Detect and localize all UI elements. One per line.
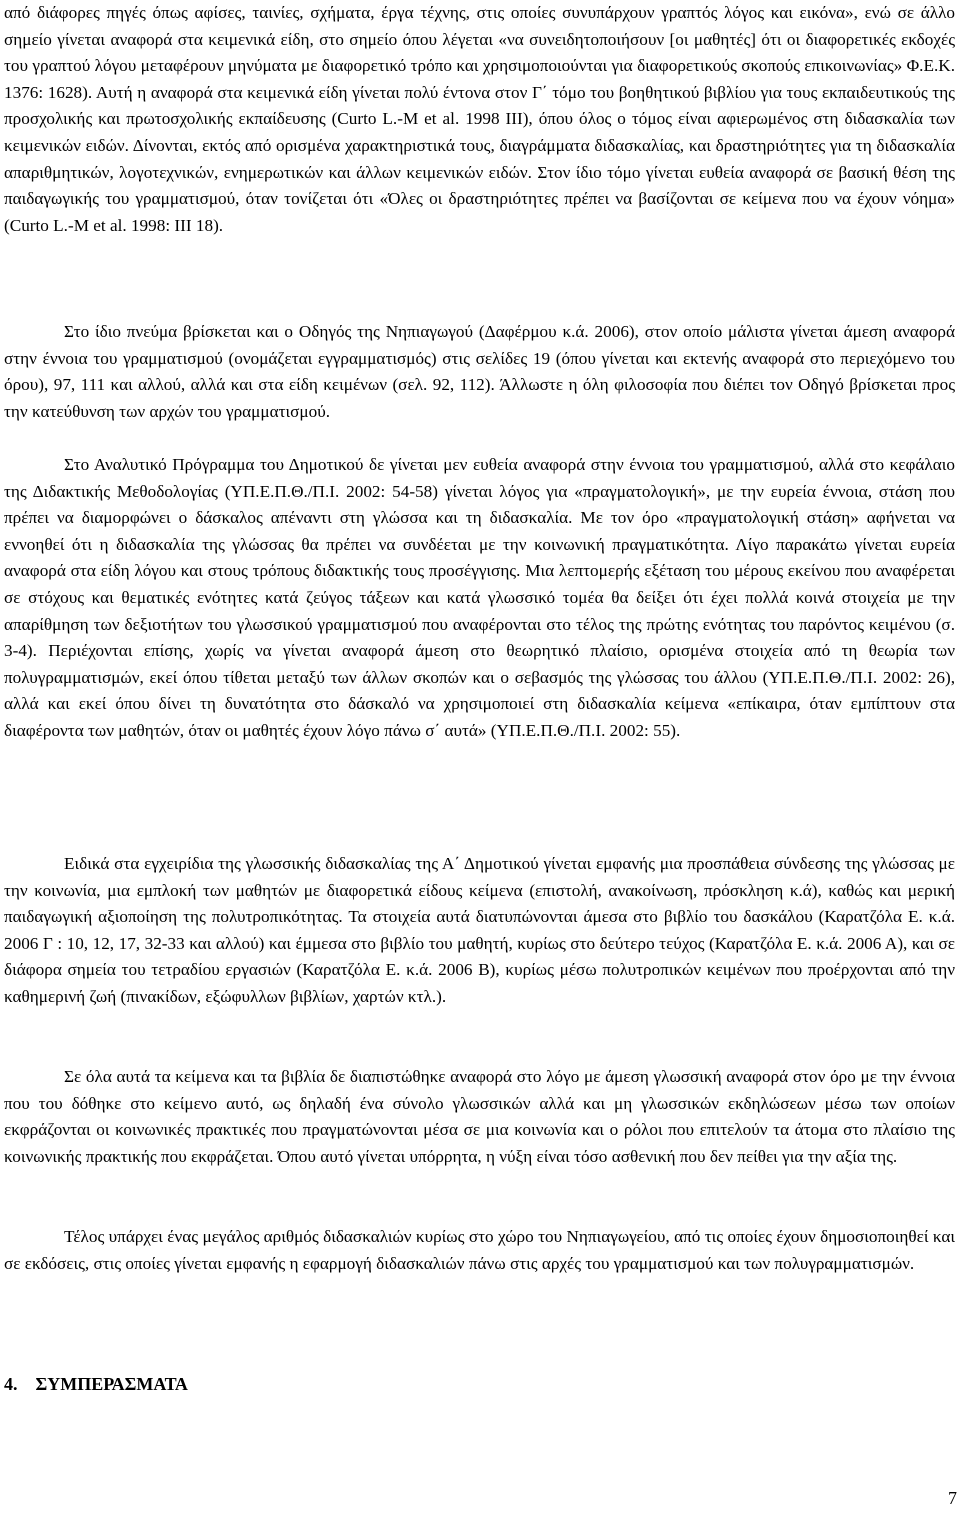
paragraph-dimotikou-curriculum: Στο Αναλυτικό Πρόγραμμα του Δημοτικού δε γίνεται μεν ευθεία αναφορά στην έννοια του γραμματισμού, αλλά στο κεφάλαιο της Διδακτικής Μεθοδολογίας (ΥΠ.Ε.Π.Θ./Π.Ι. 2002: 54-58) γίνεται λόγος για «πραγματολογική», με την ευρεία έννοια, στάση που πρέπει να διαμορφώνει ο δάσκαλος απέναντι στη γλώσσα και τη διδασκαλία. Με τον όρο «πραγματολογική στάση» αφήνεται να εννοηθεί ότι η διδασκαλία της γλώσσας θα πρέπει να συνδέεται με την κοινωνική πραγματικότητα. Λίγο παρακάτω γίνεται ευρεία αναφορά στα είδη λόγου και στους τρόπους διδακτικής τους προσέγγισης. Μια λεπτομερής εξέταση του μέρους εκείνου που αναφέρεται σε στόχους και θεματικές ενότητες κατά ζεύγος τάξεων και κατά γλωσσικό τομέα θα δείξει ότι έχει πολλά κοινά στοιχεία με την απαρίθμηση των δεξιοτήτων του γλωσσικού γραμματισμού που αναφέρονται στο τέλος της πρώτης ενότητας του παρόντος κειμένου (σ. 3-4). Περιέχονται επίσης, χωρίς να γίνεται αναφορά άμεση στο θεωρητικό πλαίσιο, ορισμένα στοιχεία από τη θεωρία των πολυγραμματισμών, εκεί όπου τίθεται μεταξύ των άλλων σκοπών και ο σεβασμός της γλώσσας του άλλου (ΥΠ.Ε.Π.Θ./Π.Ι. 2002: 26), αλλά και εκεί όπου δίνει τη δυνατότητα στο δάσκαλό να χρησιμοποιεί στη διδασκαλία κείμενα «επίκαιρα, όταν εμπίπτουν στα διαφέροντα των μαθητών, όταν οι μαθητές έχουν λόγο πάνω σ΄ αυτά» (ΥΠ.Ε.Π.Θ./Π.Ι. 2002: 55). <box>4 455 955 740</box>
section-heading: 4. ΣΥΜΠΕΡΑΣΜΑΤΑ <box>4 1374 188 1394</box>
paragraph-a-dimotikou-textbooks: Ειδικά στα εγχειρίδια της γλωσσικής διδασκαλίας της Α΄ Δημοτικού γίνεται εμφανής μια προσπάθεια σύνδεσης της γλώσσας με την κοινωνία, μια εμπλοκή των μαθητών με διαφορετικά είδους κείμενα (επιστολή, ανακοίνωση, πρόσκληση κ.ά), καθώς και μερική παιδαγωγική αξιοποίηση της πολυτροπικότητας. Τα στοιχεία αυτά διατυπώνονται άμεσα στο βιβλίο του δασκάλου (Καρατζόλα Ε. κ.ά. 2006 Γ : 10, 12, 17, 32-33 και αλλού) και έμμεσα στο βιβλίο του μαθητή, κυρίως στο δεύτερο τεύχος (Καρατζόλα Ε. κ.ά. 2006 Α), και σε διάφορα σημεία του τετραδίου εργασιών (Καρατζόλα Ε. κ.ά. 2006 Β), κυρίως μέσω πολυτροπικών κειμένων που προέρχονται από την καθημερινή ζωή (πινακίδων, εξώφυλλων βιβλίων, χαρτών κτλ.). <box>4 854 955 1006</box>
paragraph-continuation: από διάφορες πηγές όπως αφίσες, ταινίες, σχήματα, έργα τέχνης, στις οποίες συνυπάρχουν γραπτός λόγος και εικόνα», ενώ σε άλλο σημείο γίνεται αναφορά στα κειμενικά είδη, στο σημείο όπου λέγεται «να συνειδητοποιήσουν [οι μαθητές] ότι οι διαφορετικές εκδοχές του γραπτού λόγου μεταφέρουν μηνύματα με διαφορετικό τρόπο και χρησιμοποιούνται για διαφορετικούς σκοπούς επικοινωνίας» Φ.Ε.Κ. 1376: 1628). Αυτή η αναφορά στα κειμενικά είδη γίνεται πολύ έντονα στον Γ΄ τόμο του βοηθητικού βιβλίου για τους εκπαιδευτικούς της προσχολικής και πρωτοσχολικής εκπαίδευσης (Curto L.-M et al. 1998 III), όπου όλος ο τόμος είναι αφιερωμένος στη διδασκαλία των κειμενικών ειδών. Δίνονται, εκτός από ορισμένα χαρακτηριστικά τους, διαγράμματα διδασκαλίας, και δραστηριότητες για τη διδασκαλία απαριθμητικών, λογοτεχνικών, ενημερωτικών και άλλων κειμενικών ειδών. Στον ίδιο τόμο γίνεται ευθεία αναφορά σε βασική θέση της παιδαγωγικής του γραμματισμού, όταν τονίζεται ότι «Όλες οι δραστηριότητες πρέπει να βασίζονται σε κείμενα που να έχουν νόημα» (Curto L.-M et al. 1998: III 18). <box>4 3 955 235</box>
paragraph-no-discourse-reference: Σε όλα αυτά τα κείμενα και τα βιβλία δε διαπιστώθηκε αναφορά στο λόγο με άμεση γλωσσική αναφορά στον όρο με την έννοια που του δόθηκε στο κείμενο αυτό, ως δηλαδή ένα σύνολο γλωσσικών αλλά και μη γλωσσικών εκδηλώσεων μέσω των οποίων εκφράζονται οι κοινωνικές πρακτικές που πραγματώνονται μέσα σε μια κοινωνία και ο ρόλοι που επιτελούν τα άτομα στο πλαίσιο της κοινωνικής πρακτικής που εκφράζεται. Όπου αυτό γίνεται υπόρρητα, η νύξη είναι τόσο ασθενική που δεν πείθει για την αξία της. <box>4 1067 955 1166</box>
page-number: 7 <box>948 1488 957 1508</box>
paragraph-kindergarten-teachings: Τέλος υπάρχει ένας μεγάλος αριθμός διδασκαλιών κυρίως στο χώρο του Νηπιαγωγείου, από τις οποίες έχουν δημοσιοποιηθεί και σε εκδόσεις, στις οποίες γίνεται εμφανής η εφαρμογή διδασκαλιών πάνω στις αρχές του γραμματισμού και των πολυγραμματισμών. <box>4 1227 955 1273</box>
paragraph-nipiagogou-guide: Στο ίδιο πνεύμα βρίσκεται και ο Οδηγός της Νηπιαγωγού (Δαφέρμου κ.ά. 2006), στον οποίο μάλιστα γίνεται άμεση αναφορά στην έννοια του γραμματισμού (ονομάζεται εγγραμματισμός) στις σελίδες 19 (όπου γίνεται και εκτενής αναφορά στο περιεχόμενο του όρου), 97, 111 και αλλού, αλλά και στα είδη κειμένων (σελ. 92, 112). Άλλωστε η όλη φιλοσοφία που διέπει τον Οδηγό βρίσκεται προς την κατεύθυνση των αρχών του γραμματισμού. <box>4 322 955 421</box>
